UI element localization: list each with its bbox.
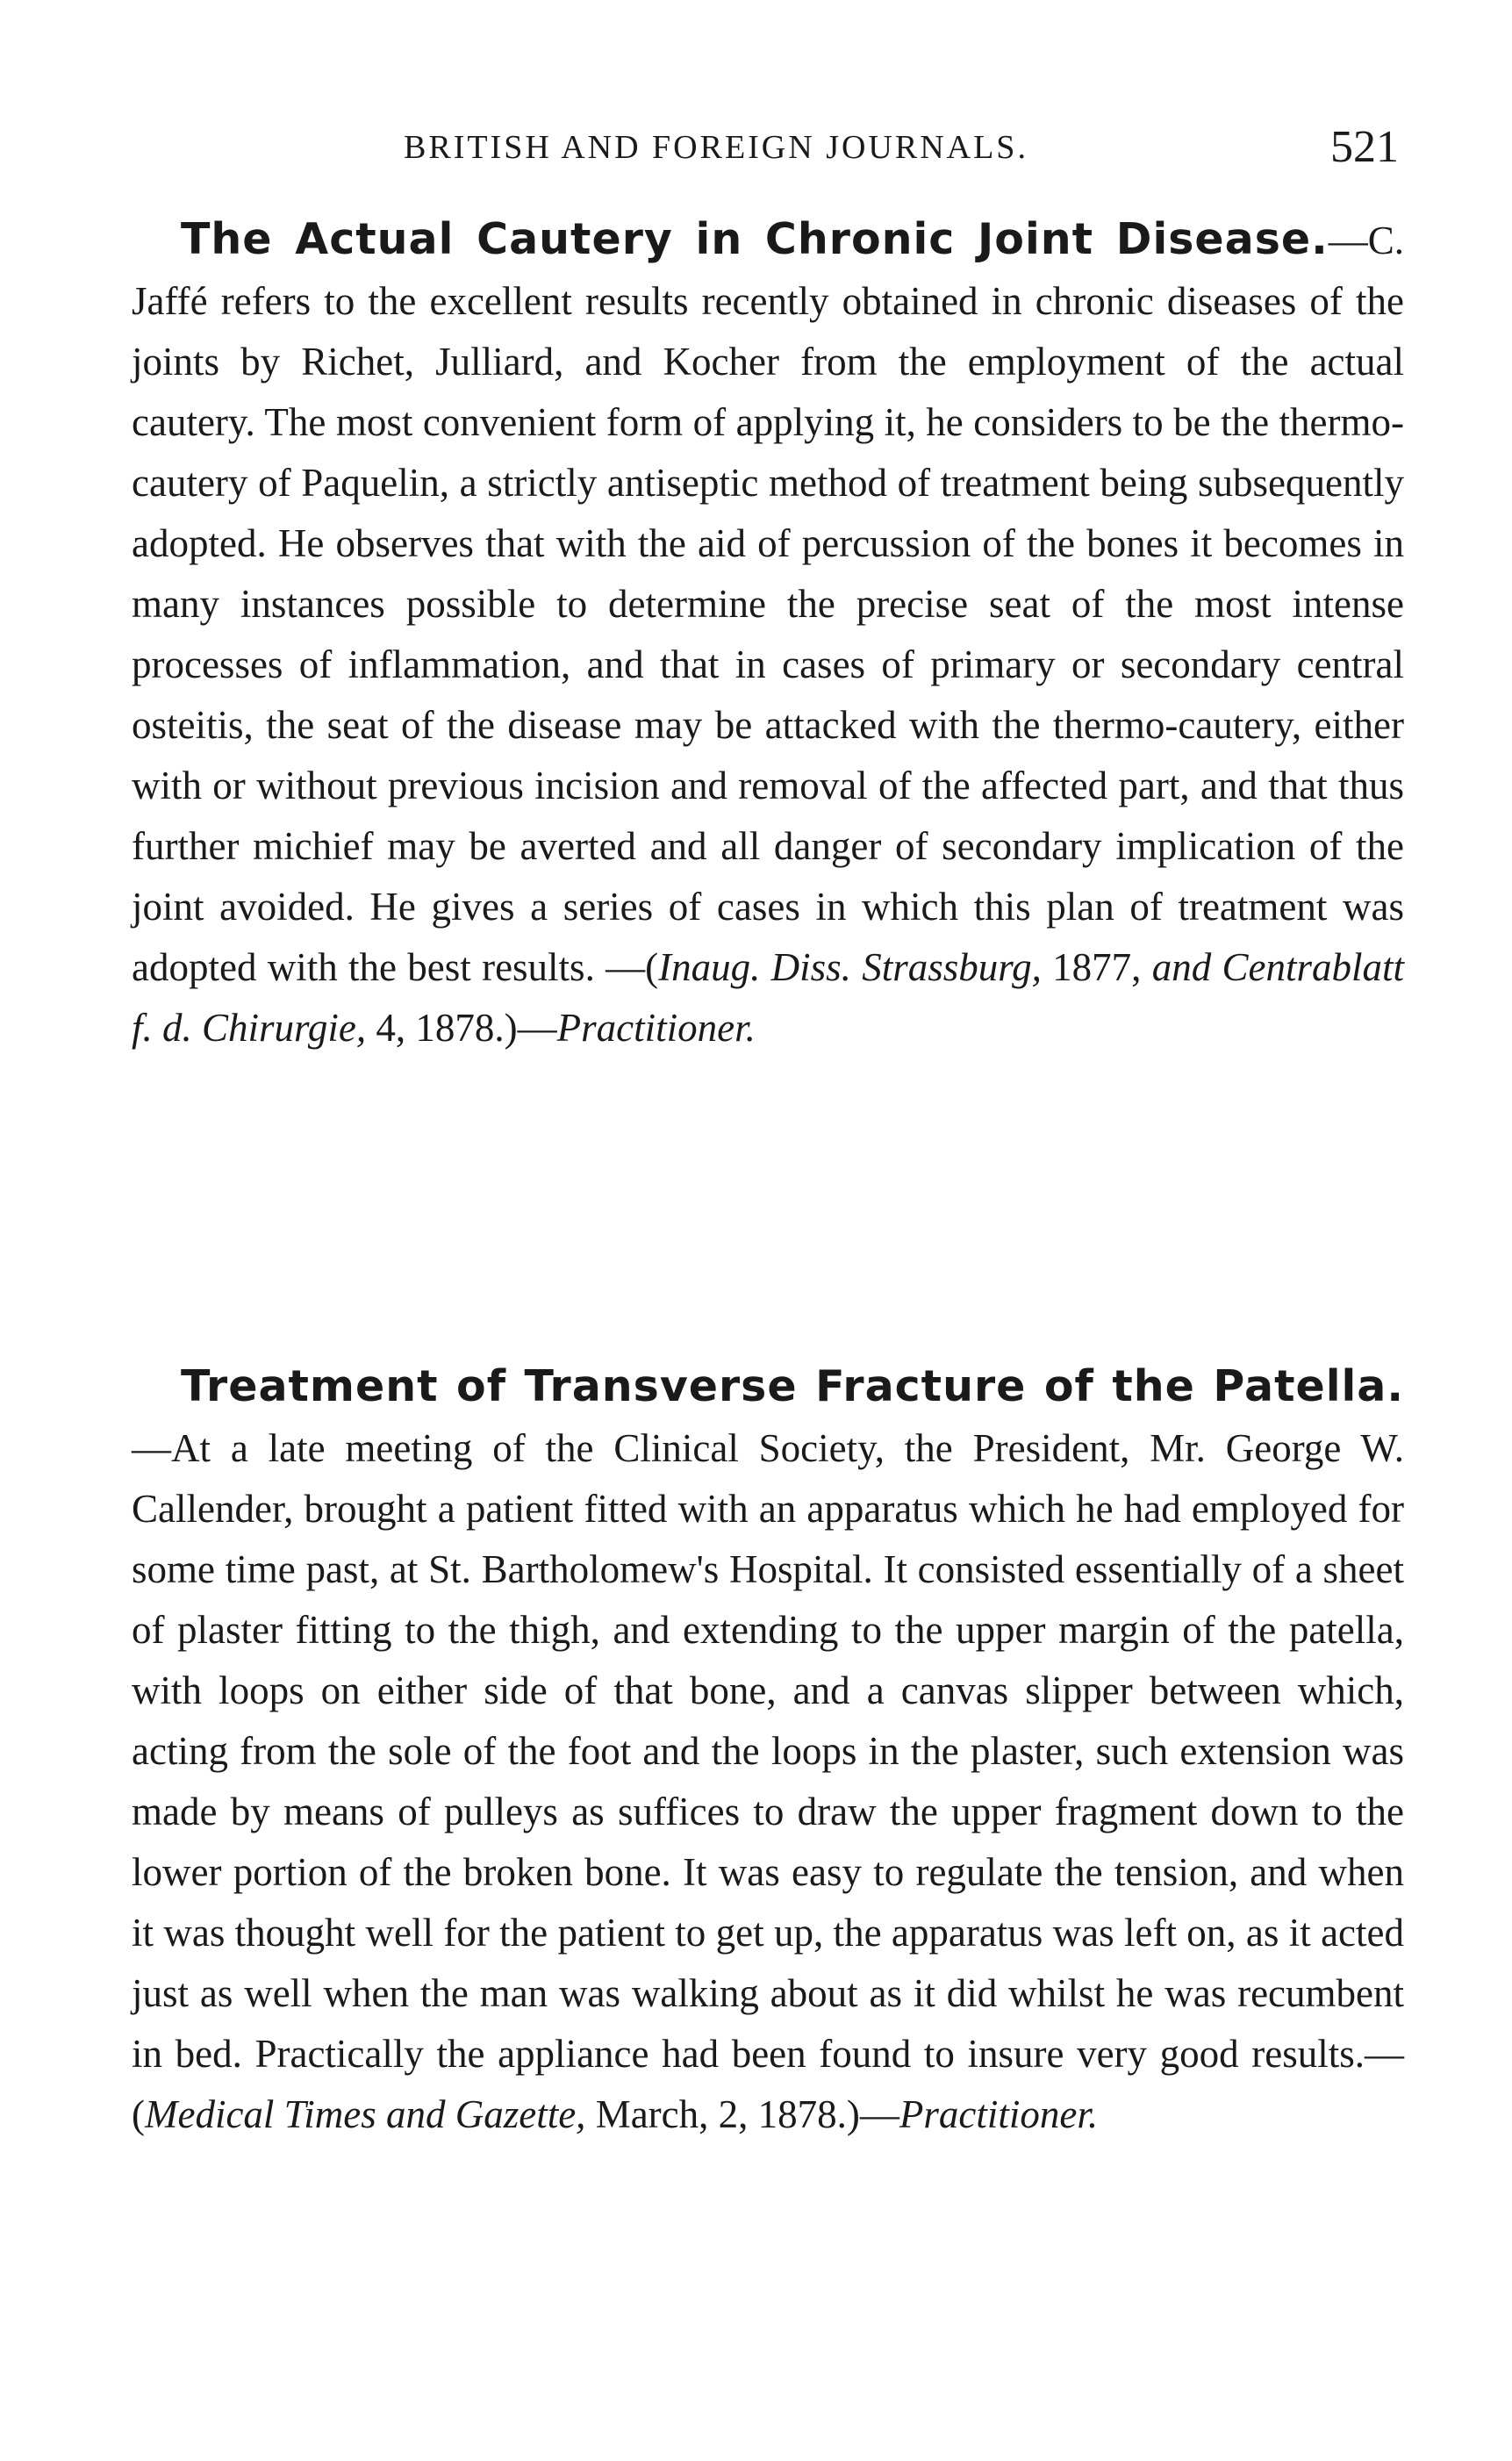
running-title: BRITISH AND FOREIGN JOURNALS.	[404, 129, 1028, 166]
citation-year: 1877,	[1041, 945, 1152, 989]
citation-open: —(	[132, 2032, 1404, 2136]
page-number: 521	[1330, 122, 1399, 172]
article-body: —C. Jaffé refers to the excellent results recently obtained in chronic diseases of the joints by Richet, Julliard, and Kocher from the employment of the actual cautery. The most convenient form of applying it, he considers to be the thermo-cautery of Paquelin, a strictly antiseptic method of treatment being subsequently adopted. He observes that with the aid of percussion of the bones it becomes in many instances possible to determine the precise seat of the most intense processes of inflammation, and that in cases of primary or secondary central osteitis, the seat of the disease may be attacked with the thermo-cautery, either with or without previous incision and removal of the affected part, and that thus further michief may be averted and all danger of secondary implication of the joint avoided. He gives a series of cases in which this plan of treatment was adopted with the best results.	[132, 219, 1404, 989]
citation-source: Practitioner.	[899, 2092, 1099, 2136]
article-cautery	[132, 209, 1404, 1058]
article-heading: Treatment of Transverse Fracture of the Patella.	[181, 1361, 1404, 1411]
citation-source: Practitioner.	[556, 1006, 756, 1050]
citation-open: —(	[606, 945, 659, 989]
article-paragraph	[132, 209, 1404, 1058]
citation-journal: Inaug. Diss. Strassburg,	[658, 945, 1042, 989]
citation-journal: Medical Times and Gazette,	[145, 2092, 586, 2136]
citation-details: March, 2, 1878.)—	[585, 2092, 899, 2136]
article-paragraph	[132, 1356, 1404, 2145]
article-body: —At a late meeting of the Clinical Society, the President, Mr. George W. Callender, brought a patient fitted with an apparatus which he had employed for some time past, at St. Bartholomew's Hospital. It consisted essentially of a sheet of plaster fitting to the thigh, and extending to the upper margin of the patella, with loops on either side of that bone, and a canvas slipper between which, acting from the sole of the foot and the loops in the plaster, such extension was made by means of pulleys as suffices to draw the upper fragment down to the lower portion of the broken bone. It was easy to regulate the tension, and when it was thought well for the patient to get up, the apparatus was left on, as it acted just as well when the man was walking about as it did whilst he was recumbent in bed. Practically the appliance had been found to insure very good results.	[132, 1426, 1404, 2076]
running-head	[140, 121, 1404, 174]
citation-details: 4, 1878.)—	[366, 1006, 557, 1050]
citation-journal-2: and Centrablatt f. d. Chirurgie,	[132, 945, 1405, 1050]
article-patella	[132, 1356, 1404, 2145]
article-heading: The Actual Cautery in Chronic Joint Disease.	[181, 214, 1329, 264]
